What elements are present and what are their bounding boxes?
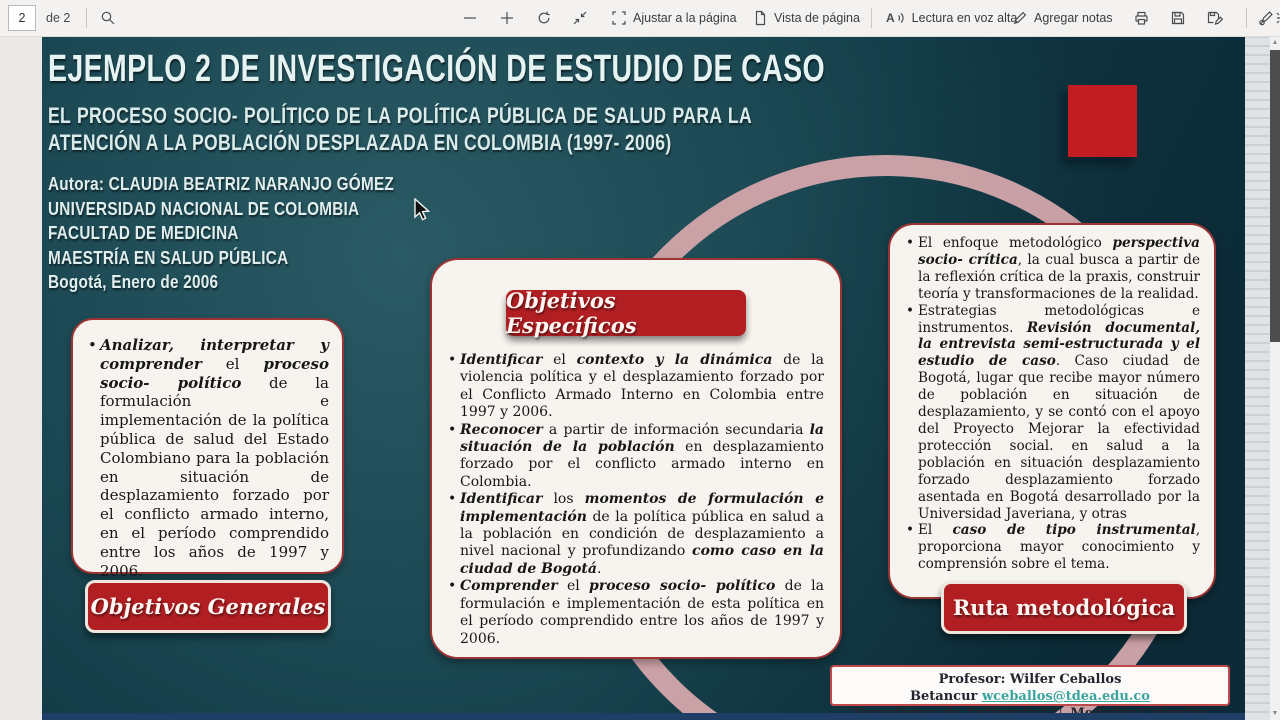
fit-page-icon	[611, 10, 627, 26]
pdf-page	[42, 36, 1245, 720]
specific-objectives-box	[430, 258, 842, 659]
general-objectives-text: • Analizar, interpretar y comprender el proceso socio- político de la formulación e implementación de la política pública de salud del Estado Colombiano para la población en situación de desplazamiento forzado por el conflicto armado interno, en el período comprendido entre los años de 1997 y 2006.	[88, 336, 329, 580]
email-link[interactable]: wceballos@tdea.edu.co	[981, 689, 1150, 704]
save-icon[interactable]	[1170, 0, 1186, 36]
specific-objectives-label: Objetivos Específicos	[506, 290, 746, 336]
general-objectives-box	[71, 318, 344, 580]
page-view-button[interactable]	[752, 0, 860, 36]
vertical-scrollbar[interactable]	[1270, 36, 1280, 720]
toolbar-divider	[871, 8, 872, 28]
methodology-box	[888, 223, 1216, 599]
clipped-toolbar-icon[interactable]	[1276, 0, 1280, 36]
specific-objectives-text: • Identificar el contexto y la dinámica de la violencia política y el desplazamiento forzado por el Conflicto Armado Interno en Colombia entre 1997 y 2006. • Reconocer a partir de información secundaria la situación de la población en desplazamiento forzado por el conflicto armado interno en Colombia. • Identificar los momentos de formulación e implementación de la política pública en salud a la población en condición de desplazamiento a nivel nacional y profundizando como caso en la ciudad de Bogotá. • Comprender el proceso socio- político de la formulación e implementación de esta política en el período comprendido entre los años de 1997 y 2006.	[448, 352, 824, 647]
scroll-up-arrow[interactable]: ▲	[1271, 39, 1279, 46]
mouse-cursor	[412, 198, 434, 229]
scroll-down-arrow[interactable]: ▼	[1271, 710, 1279, 717]
fit-page-button[interactable]	[611, 0, 737, 36]
methodology-text: • El enfoque metodológico perspectiva socio- crítica, la cual busca a partir de la reflexión crítica de la praxis, construir teoría y transformaciones de la realidad. • Estrategias metodológicas e instrumentos. Revisión documental, la entrevista semi-estructurada y el estudio de caso. Caso ciudad de Bogotá, lugar que recibe mayor número de población en situación de desplazamiento, y se contó con el apoyo del Proyecto Mejorar la efectividad protección social. en salud a la población en situación desplazamiento forzado desplazamiento forzado asentada en Bogotá desarrollado por la Universidad Javeriana, y otras • El caso de tipo instrumental, proporciona mayor conocimiento y comprensión sobre el tema.	[906, 235, 1201, 573]
slide-bottom-bar	[42, 713, 1245, 720]
professor-line: Profesor: Wilfer Ceballos Betancur wceballos@tdea.edu.co	[910, 672, 1150, 704]
sound-waves-icon	[897, 10, 906, 26]
zoom-in-icon[interactable]	[499, 0, 515, 36]
toolbar-divider	[86, 8, 87, 28]
page-view-label: Vista de página	[774, 11, 860, 25]
author-block: Autora: CLAUDIA BEATRIZ NARANJO GÓMEZ UNIVERSIDAD NACIONAL DE COLOMBIA FACULTAD DE MEDICINA MAESTRÍA EN SALUD PÚBLICA Bogotá, Enero de 2006	[48, 174, 395, 292]
general-objectives-label: Objetivos Generales	[85, 580, 331, 633]
methodology-label: Ruta metodológica	[941, 581, 1187, 634]
read-aloud-label: Lectura en voz alta	[911, 11, 1018, 25]
print-icon[interactable]	[1133, 0, 1150, 36]
fit-page-label: Ajustar a la página	[633, 11, 737, 25]
zoom-out-icon[interactable]	[462, 0, 478, 36]
rotate-icon[interactable]	[536, 0, 552, 36]
page-view-icon	[752, 10, 768, 26]
decorative-red-rectangle	[1068, 85, 1137, 157]
page-edge-strip	[1245, 36, 1270, 720]
pen-icon	[1012, 10, 1028, 26]
professor-info-box	[830, 665, 1230, 706]
page-number-input[interactable]	[8, 5, 36, 31]
highlighter-pen-icon[interactable]	[1258, 0, 1274, 36]
search-icon[interactable]	[100, 0, 116, 36]
slide-title: EJEMPLO 2 DE INVESTIGACIÓN DE ESTUDIO DE CASO	[48, 48, 825, 90]
scrollbar-thumb[interactable]	[1270, 50, 1280, 342]
read-aloud-icon: A	[886, 11, 895, 25]
pdf-toolbar	[0, 0, 1280, 37]
toolbar-divider	[1246, 8, 1247, 28]
add-notes-button[interactable]	[1012, 0, 1113, 36]
read-aloud-button[interactable]	[886, 0, 1017, 36]
add-notes-label: Agregar notas	[1034, 11, 1113, 25]
page-count-label: de 2	[46, 11, 71, 25]
fit-to-width-icon[interactable]	[572, 0, 588, 36]
pdf-viewer-canvas	[0, 36, 1280, 720]
save-as-icon[interactable]	[1206, 0, 1223, 36]
slide-subtitle: EL PROCESO SOCIO- POLÍTICO DE LA POLÍTICA PÚBLICA DE SALUD PARA LA ATENCIÓN A LA POBLACIÓN DESPLAZADA EN COLOMBIA (1997- 2006)	[48, 103, 752, 155]
